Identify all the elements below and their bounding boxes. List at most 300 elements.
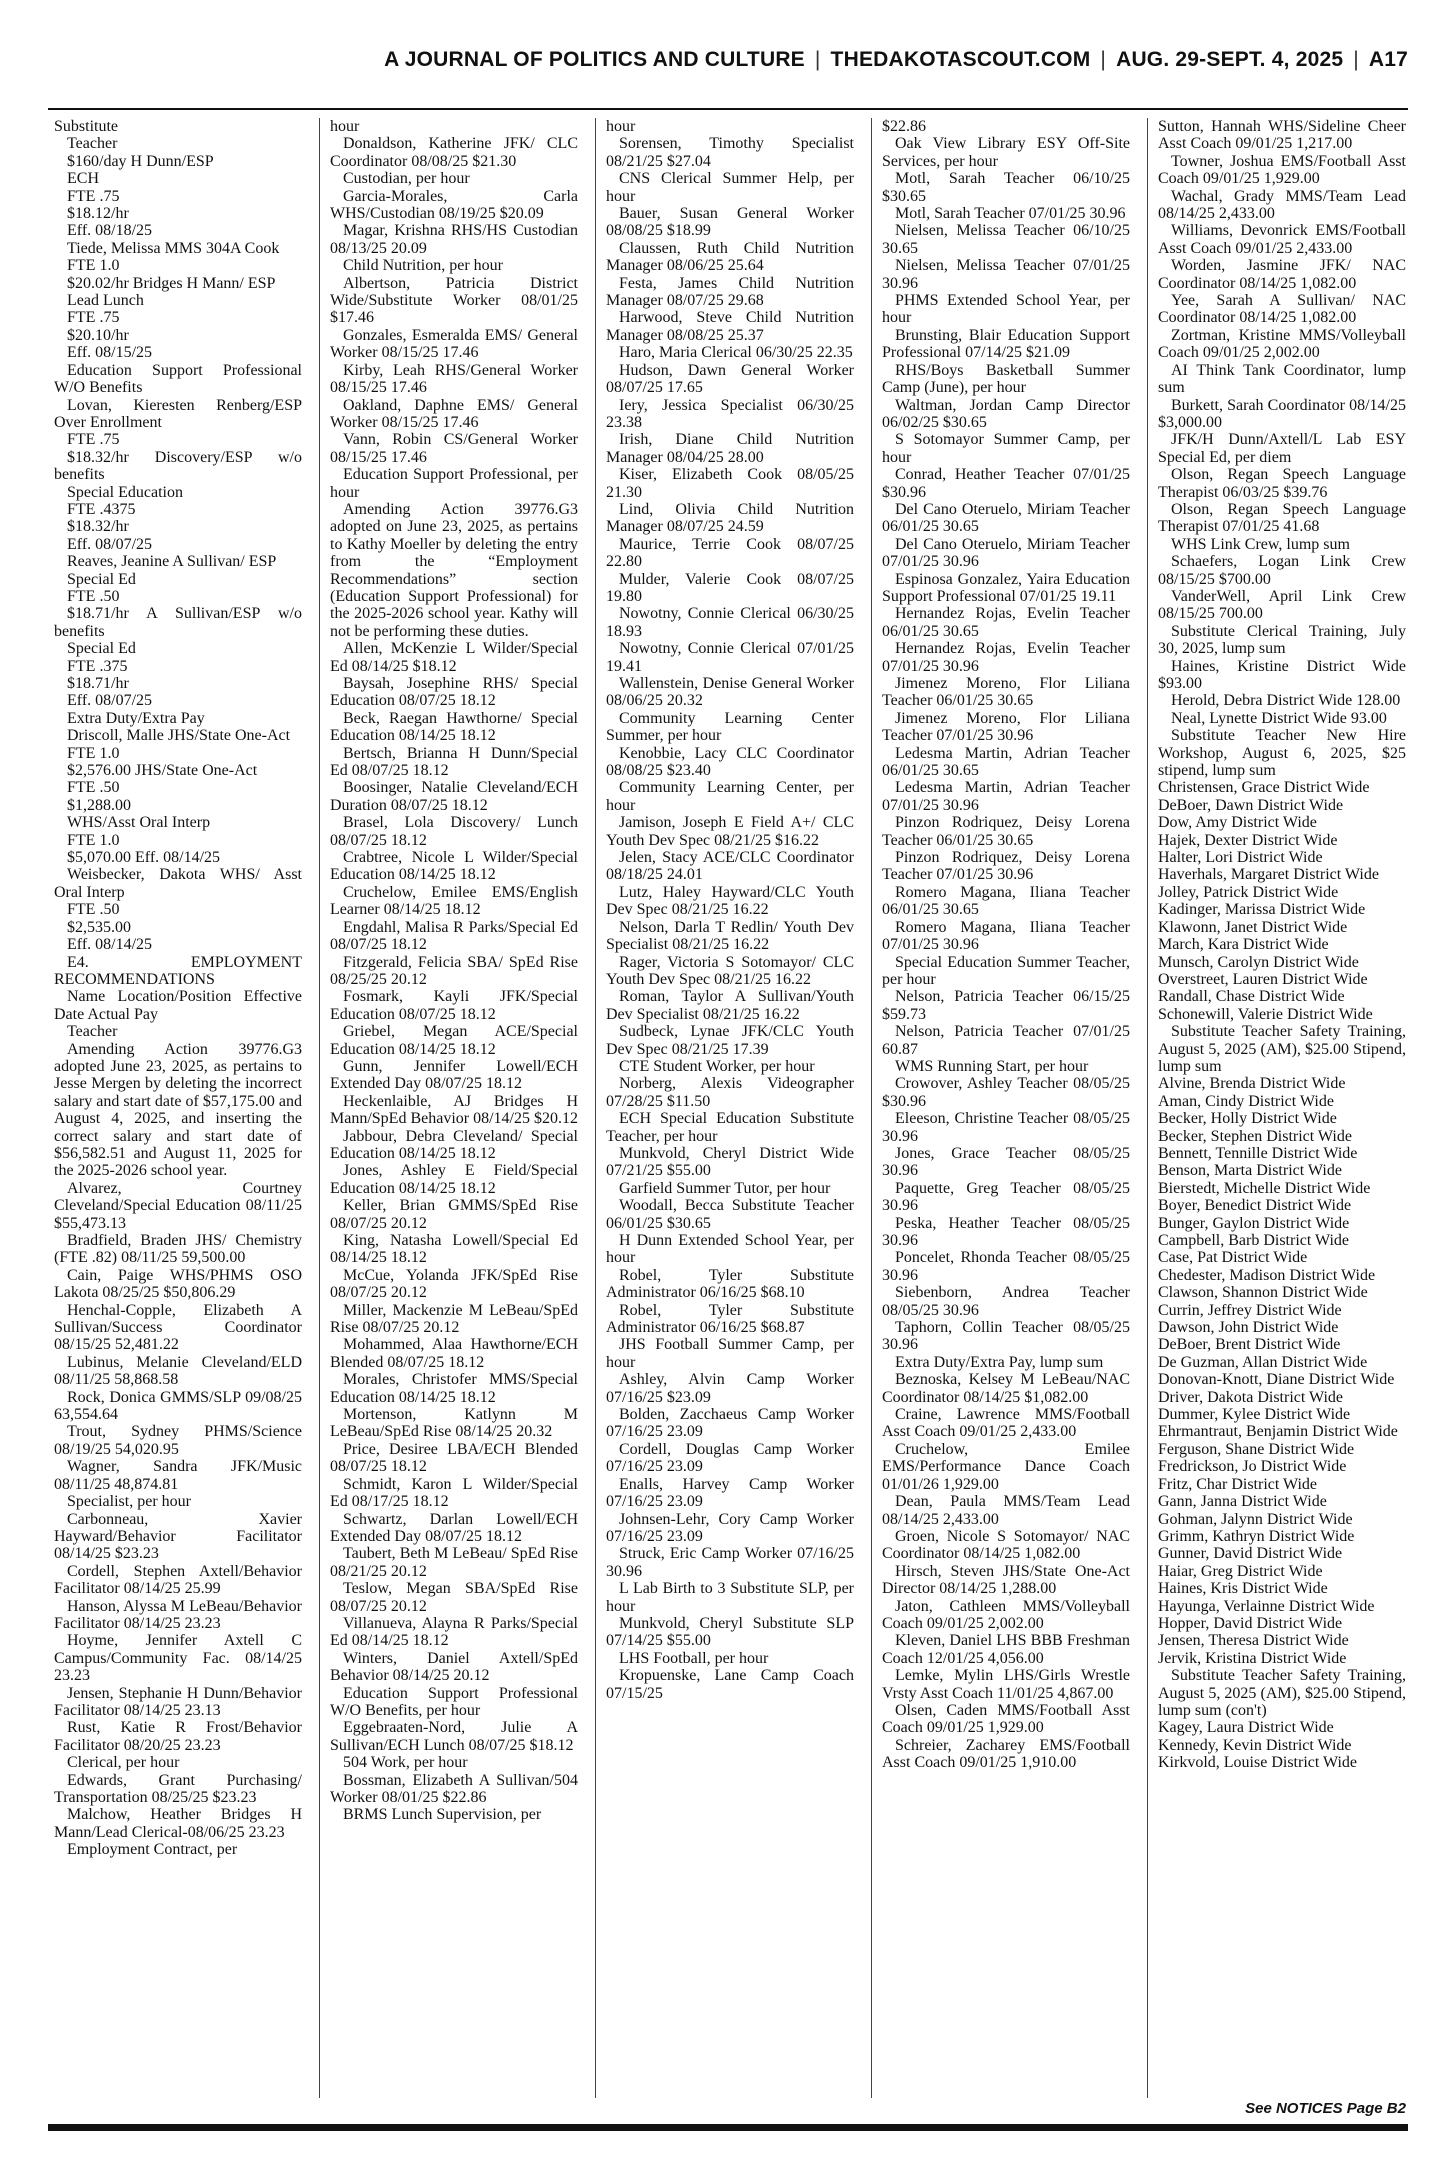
- notice-entry: Allen, McKenzie L Wilder/Special Ed 08/14/25 $18.12: [330, 640, 578, 675]
- notice-entry: DeBoer, Brent District Wide: [1158, 1336, 1341, 1354]
- notice-entry: Griebel, Megan ACE/Special Education 08/14/25 18.12: [330, 1023, 578, 1058]
- notice-entry: Lind, Olivia Child Nutrition Manager 08/07/25 24.59: [606, 500, 854, 536]
- notice-entry: Bierstedt, Michelle District Wide: [1158, 1179, 1371, 1197]
- notice-entry: Extra Duty/Extra Pay, lump sum: [895, 1353, 1104, 1371]
- notice-entry: Substitute Clerical Training, July 30, 2025, lump sum: [1158, 622, 1406, 658]
- text-column-2: [330, 118, 578, 2098]
- notice-entry: Wagner, Sandra JFK/Music 08/11/25 48,874.81: [54, 1458, 302, 1493]
- notice-entry: Craine, Lawrence MMS/Football Asst Coach 09/01/25 2,433.00: [882, 1406, 1130, 1441]
- notice-entry: Nowotny, Connie Clerical 07/01/25 19.41: [606, 640, 854, 675]
- notice-entry: $18.71/hr: [67, 675, 129, 692]
- notice-entry: Bunger, Gaylon District Wide: [1158, 1214, 1350, 1232]
- notice-entry: JFK/H Dunn/Axtell/L Lab ESY Special Ed, per diem: [1158, 431, 1406, 466]
- notice-entry: Garcia-Morales, Carla WHS/Custodian 08/19/25 $20.09: [330, 187, 578, 223]
- notice-entry: Klawonn, Janet District Wide: [1158, 918, 1348, 936]
- notice-entry: $18.32/hr Discovery/ESP w/o benefits: [54, 448, 302, 484]
- notice-entry: Del Cano Oteruelo, Miriam Teacher 06/01/25 30.65: [882, 500, 1130, 536]
- notice-entry: Hoyme, Jennifer Axtell C Campus/Community Fac. 08/14/25 23.23: [54, 1632, 302, 1685]
- notice-entry: FTE .375: [67, 657, 128, 675]
- notice-entry: Sorensen, Timothy Specialist 08/21/25 $27.04: [606, 135, 854, 170]
- notice-entry: Eff. 08/18/25: [67, 222, 153, 240]
- notice-entry: Eff. 08/14/25: [67, 936, 153, 954]
- notice-entry: Neal, Lynette District Wide 93.00: [1171, 709, 1387, 727]
- notice-entry: Brunsting, Blair Education Support Professional 07/14/25 $21.09: [882, 326, 1130, 362]
- notice-entry: $20.10/hr: [67, 326, 129, 344]
- notice-entry: $20.02/hr Bridges H Mann/ ESP: [67, 274, 276, 292]
- notice-entry: CNS Clerical Summer Help, per hour: [606, 170, 854, 205]
- notice-entry: Cruchelow, Emilee EMS/Performance Dance Coach 01/01/26 1,929.00: [882, 1440, 1130, 1493]
- notice-entry: Eggebraaten-Nord, Julie A Sullivan/ECH Lunch 08/07/25 $18.12: [330, 1719, 578, 1754]
- notice-entry: Del Cano Oteruelo, Miriam Teacher 07/01/25 30.96: [882, 535, 1130, 571]
- notice-entry: Mortenson, Katlynn M LeBeau/SpEd Rise 08/14/25 20.32: [330, 1406, 578, 1441]
- notice-entry: Jimenez Moreno, Flor Liliana Teacher 06/01/25 30.65: [882, 675, 1130, 710]
- notice-entry: Williams, Devonrick EMS/Football Asst Coach 09/01/25 2,433.00: [1158, 222, 1406, 257]
- notice-entry: Crabtree, Nicole L Wilder/Special Education 08/14/25 18.12: [330, 849, 578, 884]
- notice-entry: Lovan, Kieresten Renberg/ESP Over Enrollment: [54, 396, 302, 431]
- notice-entry: Kiser, Elizabeth Cook 08/05/25 21.30: [606, 466, 854, 501]
- notice-entry: $5,070.00 Eff. 08/14/25: [67, 849, 221, 867]
- notice-entry: Donaldson, Katherine JFK/ CLC Coordinator 08/08/25 $21.30: [330, 135, 578, 170]
- notice-entry: Case, Pat District Wide: [1158, 1249, 1308, 1267]
- notice-entry: Dow, Amy District Wide: [1158, 814, 1317, 832]
- notice-entry: E4. EMPLOYMENT RECOMMENDATIONS: [54, 953, 302, 988]
- notice-entry: Zortman, Kristine MMS/Volleyball Coach 09/01/25 2,002.00: [1158, 326, 1406, 362]
- notice-entry: $22.86: [882, 118, 926, 135]
- notice-entry: Ehrmantraut, Benjamin District Wide: [1158, 1423, 1398, 1441]
- notice-entry: Education Support Professional, per hour: [330, 466, 578, 501]
- notice-entry: $18.32/hr: [67, 518, 129, 536]
- notice-entry: $160/day H Dunn/ESP: [67, 152, 214, 170]
- notice-entry: Olson, Regan Speech Language Therapist 07/01/25 41.68: [1158, 500, 1406, 536]
- notice-entry: Clerical, per hour: [67, 1754, 180, 1772]
- notice-entry: Vann, Robin CS/General Worker 08/15/25 17.46: [330, 431, 578, 466]
- notice-entry: Festa, James Child Nutrition Manager 08/07/25 29.68: [606, 274, 854, 310]
- notice-entry: Lutz, Haley Hayward/CLC Youth Dev Spec 08/21/25 16.22: [606, 883, 854, 919]
- notice-entry: Malchow, Heather Bridges H Mann/Lead Clerical-08/06/25 23.23: [54, 1806, 302, 1841]
- notice-entry: Romero Magana, Iliana Teacher 06/01/25 30.65: [882, 883, 1130, 919]
- notice-entry: Oak View Library ESY Off-Site Services, per hour: [882, 135, 1130, 170]
- notice-entry: FTE 1.0: [67, 744, 120, 762]
- journal-tagline: A JOURNAL OF POLITICS AND CULTURE: [384, 48, 805, 71]
- notice-entry: Price, Desiree LBA/ECH Blended 08/07/25 18.12: [330, 1440, 578, 1476]
- notice-entry: Lead Lunch: [67, 292, 144, 310]
- notice-entry: Robel, Tyler Substitute Administrator 06/16/25 $68.10: [606, 1266, 854, 1302]
- notice-entry: FTE 1.0: [67, 831, 120, 849]
- notice-entry: Becker, Holly District Wide: [1158, 1110, 1337, 1128]
- notice-entry: Alvine, Brenda District Wide: [1158, 1075, 1346, 1093]
- text-column-5: [1158, 118, 1406, 2098]
- header-separator: |: [1100, 48, 1107, 71]
- notice-entry: Currin, Jeffrey District Wide: [1158, 1301, 1342, 1319]
- notice-entry: Schreier, Zacharey EMS/Football Asst Coach 09/01/25 1,910.00: [882, 1736, 1130, 1772]
- notice-entry: Fosmark, Kayli JFK/Special Education 08/07/25 18.12: [330, 988, 578, 1023]
- header-separator: |: [814, 48, 821, 71]
- notice-entry: Alvarez, Courtney Cleveland/Special Education 08/11/25 $55,473.13: [54, 1179, 302, 1232]
- notice-entry: Edwards, Grant Purchasing/ Transportation 08/25/25 $23.23: [54, 1771, 302, 1806]
- notice-entry: PHMS Extended School Year, per hour: [882, 292, 1130, 327]
- notice-entry: Bolden, Zacchaeus Camp Worker 07/16/25 23.09: [606, 1406, 854, 1441]
- notice-entry: Motl, Sarah Teacher 07/01/25 30.96: [895, 205, 1126, 223]
- notice-entry: Ledesma Martin, Adrian Teacher 07/01/25 30.96: [882, 779, 1130, 814]
- notice-entry: Haiar, Greg District Wide: [1158, 1562, 1323, 1580]
- notice-entry: Community Learning Center Summer, per hour: [606, 709, 854, 745]
- notice-entry: Name Location/Position Effective Date Actual Pay: [54, 988, 302, 1023]
- notice-entry: Kenobbie, Lacy CLC Coordinator 08/08/25 $23.40: [606, 744, 854, 780]
- notice-entry: Rust, Katie R Frost/Behavior Facilitator 08/20/25 23.23: [54, 1719, 302, 1754]
- notice-entry: Substitute Teacher Safety Training, August 5, 2025 (AM), $25.00 Stipend, lump sum: [1158, 1023, 1406, 1075]
- notice-entry: Morales, Christofer MMS/Special Education 08/14/25 18.12: [330, 1371, 578, 1406]
- notice-entry: Ledesma Martin, Adrian Teacher 06/01/25 30.65: [882, 744, 1130, 780]
- notice-entry: JHS Football Summer Camp, per hour: [606, 1336, 854, 1371]
- notice-entry: Kadinger, Marissa District Wide: [1158, 901, 1366, 919]
- notice-entry: S Sotomayor Summer Camp, per hour: [882, 431, 1130, 466]
- notice-entry: Gann, Janna District Wide: [1158, 1493, 1327, 1511]
- notice-entry: Jensen, Stephanie H Dunn/Behavior Facilitator 08/14/25 23.13: [54, 1684, 302, 1719]
- notice-entry: Albertson, Patricia District Wide/Substitute Worker 08/01/25 $17.46: [330, 274, 578, 327]
- notice-entry: Substitute Teacher New Hire Workshop, August 6, 2025, $25 stipend, lump sum: [1158, 727, 1406, 780]
- notice-entry: Groen, Nicole S Sotomayor/ NAC Coordinator 08/14/25 1,082.00: [882, 1527, 1130, 1563]
- notice-entry: Eff. 08/07/25: [67, 692, 153, 710]
- notice-entry: Struck, Eric Camp Worker 07/16/25 30.96: [606, 1545, 854, 1580]
- notice-entry: Kirkvold, Louise District Wide: [1158, 1754, 1358, 1772]
- notice-entry: Oakland, Daphne EMS/ General Worker 08/15/25 17.46: [330, 396, 578, 431]
- notice-entry: AI Think Tank Coordinator, lump sum: [1158, 361, 1406, 397]
- notice-entry: Becker, Stephen District Wide: [1158, 1127, 1352, 1145]
- notice-entry: Peska, Heather Teacher 08/05/25 30.96: [882, 1214, 1130, 1249]
- notice-entry: Education Support Professional W/O Benefits, per hour: [330, 1684, 578, 1719]
- notice-entry: FTE .50: [67, 587, 120, 605]
- notice-entry: Espinosa Gonzalez, Yaira Education Support Professional 07/01/25 19.11: [882, 570, 1130, 605]
- notice-entry: Brasel, Lola Discovery/ Lunch 08/07/25 18.12: [330, 814, 578, 849]
- text-column-4: [882, 118, 1130, 2098]
- notice-entry: Jaton, Cathleen MMS/Volleyball Coach 09/01/25 2,002.00: [882, 1597, 1130, 1632]
- notice-entry: Taphorn, Collin Teacher 08/05/25 30.96: [882, 1319, 1130, 1354]
- notice-entry: Keller, Brian GMMS/SpEd Rise 08/07/25 20.12: [330, 1197, 578, 1232]
- footer-rule: [48, 2124, 1408, 2131]
- notices-columns: [54, 118, 1408, 2098]
- notice-entry: CTE Student Worker, per hour: [619, 1057, 815, 1075]
- notice-entry: Irish, Diane Child Nutrition Manager 08/04/25 28.00: [606, 431, 854, 466]
- notice-entry: Hirsch, Steven JHS/State One-Act Director 08/14/25 1,288.00: [882, 1562, 1130, 1598]
- notice-entry: McCue, Yolanda JFK/SpEd Rise 08/07/25 20.12: [330, 1266, 578, 1302]
- notice-entry: WHS/Asst Oral Interp: [67, 814, 211, 832]
- notice-entry: Lemke, Mylin LHS/Girls Wrestle Vrsty Asst Coach 11/01/25 4,867.00: [882, 1667, 1130, 1702]
- notice-entry: Harwood, Steve Child Nutrition Manager 08/08/25 25.37: [606, 309, 854, 344]
- notice-entry: Trout, Sydney PHMS/Science 08/19/25 54,020.95: [54, 1423, 302, 1458]
- notice-entry: Hernandez Rojas, Evelin Teacher 07/01/25 30.96: [882, 640, 1130, 675]
- notice-entry: Poncelet, Rhonda Teacher 08/05/25 30.96: [882, 1249, 1130, 1284]
- notice-entry: Cordell, Stephen Axtell/Behavior Facilitator 08/14/25 25.99: [54, 1562, 302, 1598]
- notice-entry: Olson, Regan Speech Language Therapist 06/03/25 $39.76: [1158, 466, 1406, 501]
- notice-entry: Waltman, Jordan Camp Director 06/02/25 $30.65: [882, 396, 1130, 431]
- notice-entry: Haines, Kris District Wide: [1158, 1580, 1328, 1598]
- notice-entry: Hanson, Alyssa M LeBeau/Behavior Facilitator 08/14/25 23.23: [54, 1597, 302, 1632]
- notice-entry: Sudbeck, Lynae JFK/CLC Youth Dev Spec 08/21/25 17.39: [606, 1023, 854, 1058]
- notice-entry: Special Ed: [67, 640, 136, 658]
- notice-entry: VanderWell, April Link Crew 08/15/25 700.00: [1158, 587, 1406, 623]
- notice-entry: Rager, Victoria S Sotomayor/ CLC Youth Dev Spec 08/21/25 16.22: [606, 953, 854, 988]
- notice-entry: Haverhals, Margaret District Wide: [1158, 866, 1379, 884]
- notice-entry: Nielsen, Melissa Teacher 06/10/25 30.65: [882, 222, 1130, 257]
- notice-entry: FTE .50: [67, 779, 120, 797]
- notice-entry: Teacher: [67, 135, 118, 153]
- notice-entry: FTE .75: [67, 187, 120, 205]
- notice-entry: Gohman, Jalynn District Wide: [1158, 1510, 1353, 1528]
- notice-entry: Jensen, Theresa District Wide: [1158, 1632, 1349, 1650]
- notice-entry: Kirby, Leah RHS/General Worker 08/15/25 17.46: [330, 361, 578, 397]
- notice-entry: 504 Work, per hour: [343, 1754, 468, 1772]
- column-divider: [871, 118, 872, 2098]
- notice-entry: $18.71/hr A Sullivan/ESP w/o benefits: [54, 605, 302, 640]
- notice-entry: Johnsen-Lehr, Cory Camp Worker 07/16/25 23.09: [606, 1510, 854, 1545]
- notice-entry: March, Kara District Wide: [1158, 936, 1329, 954]
- notice-entry: Nielsen, Melissa Teacher 07/01/25 30.96: [882, 257, 1130, 292]
- notice-entry: Winters, Daniel Axtell/SpEd Behavior 08/14/25 20.12: [330, 1649, 578, 1685]
- notice-entry: Boosinger, Natalie Cleveland/ECH Duration 08/07/25 18.12: [330, 779, 578, 814]
- notice-entry: Eleeson, Christine Teacher 08/05/25 30.96: [882, 1110, 1130, 1145]
- issue-dates: AUG. 29-SEPT. 4, 2025: [1116, 48, 1344, 71]
- notice-entry: Ashley, Alvin Camp Worker 07/16/25 $23.09: [606, 1371, 854, 1406]
- notice-entry: Hayunga, Verlainne District Wide: [1158, 1597, 1375, 1615]
- notice-entry: Pinzon Rodriquez, Deisy Lorena Teacher 07/01/25 30.96: [882, 849, 1130, 884]
- notice-entry: FTE .75: [67, 309, 120, 327]
- notice-entry: Yee, Sarah A Sullivan/ NAC Coordinator 08/14/25 1,082.00: [1158, 292, 1406, 327]
- notice-entry: Sutton, Hannah WHS/Sideline Cheer Asst Coach 09/01/25 1,217.00: [1158, 118, 1406, 153]
- notice-entry: Olsen, Caden MMS/Football Asst Coach 09/01/25 1,929.00: [882, 1701, 1130, 1737]
- notice-entry: Fitzgerald, Felicia SBA/ SpEd Rise 08/25/25 20.12: [330, 953, 578, 988]
- notice-entry: Schaefers, Logan Link Crew 08/15/25 $700.00: [1158, 553, 1406, 588]
- notice-entry: Cruchelow, Emilee EMS/English Learner 08/14/25 18.12: [330, 883, 578, 919]
- notice-entry: Schonewill, Valerie District Wide: [1158, 1005, 1373, 1023]
- notice-entry: Lubinus, Melanie Cleveland/ELD 08/11/25 58,868.58: [54, 1353, 302, 1389]
- notice-entry: Henchal-Copple, Elizabeth A Sullivan/Success Coordinator 08/15/25 52,481.22: [54, 1301, 302, 1354]
- notice-entry: Wachal, Grady MMS/Team Lead 08/14/25 2,433.00: [1158, 187, 1406, 223]
- notice-entry: Herold, Debra District Wide 128.00: [1171, 692, 1401, 710]
- notice-entry: Haines, Kristine District Wide $93.00: [1158, 657, 1406, 692]
- notice-entry: hour: [606, 118, 636, 135]
- notice-entry: $2,576.00 JHS/State One-Act: [67, 762, 258, 780]
- notice-entry: Chedester, Madison District Wide: [1158, 1266, 1376, 1284]
- notice-entry: Fritz, Char District Wide: [1158, 1475, 1318, 1493]
- notice-entry: Ferguson, Shane District Wide: [1158, 1440, 1355, 1458]
- notice-entry: Teslow, Megan SBA/SpEd Rise 08/07/25 20.12: [330, 1580, 578, 1615]
- notice-entry: Kennedy, Kevin District Wide: [1158, 1736, 1352, 1754]
- notice-entry: Hernandez Rojas, Evelin Teacher 06/01/25 30.65: [882, 605, 1130, 640]
- notice-entry: Jones, Grace Teacher 08/05/25 30.96: [882, 1144, 1130, 1180]
- notice-entry: Amending Action 39776.G3 adopted on June 23, 2025, as pertains to Kathy Moeller by deleting the entry from the “Employment Recommendations” section (Education Support Professional) for the 2025-2026 school year. Kathy will not be performing these duties.: [330, 500, 578, 640]
- notice-entry: Pinzon Rodriquez, Deisy Lorena Teacher 06/01/25 30.65: [882, 814, 1130, 849]
- notice-entry: ECH Special Education Substitute Teacher, per hour: [606, 1110, 854, 1145]
- notice-entry: Weisbecker, Dakota WHS/ Asst Oral Interp: [54, 866, 302, 901]
- notice-entry: Jimenez Moreno, Flor Liliana Teacher 07/01/25 30.96: [882, 709, 1130, 745]
- notice-entry: Worden, Jasmine JFK/ NAC Coordinator 08/14/25 1,082.00: [1158, 257, 1406, 292]
- notice-entry: H Dunn Extended School Year, per hour: [606, 1232, 854, 1267]
- notice-entry: Motl, Sarah Teacher 06/10/25 $30.65: [882, 170, 1130, 205]
- notice-entry: Fredrickson, Jo District Wide: [1158, 1458, 1347, 1476]
- notice-entry: $2,535.00: [67, 918, 131, 936]
- notice-entry: Schmidt, Karon L Wilder/Special Ed 08/17/25 18.12: [330, 1475, 578, 1511]
- continued-on-link[interactable]: See NOTICES Page B2: [1245, 2100, 1406, 2117]
- text-column-3: [606, 118, 854, 2098]
- notice-entry: hour: [330, 118, 360, 135]
- notice-entry: Woodall, Becca Substitute Teacher 06/01/25 $30.65: [606, 1197, 854, 1232]
- notice-entry: Magar, Krishna RHS/HS Custodian 08/13/25 20.09: [330, 222, 578, 257]
- notice-entry: Jelen, Stacy ACE/CLC Coordinator 08/18/25 24.01: [606, 849, 854, 884]
- notice-entry: Halter, Lori District Wide: [1158, 849, 1323, 867]
- notice-entry: $18.12/hr: [67, 205, 129, 223]
- notice-entry: Robel, Tyler Substitute Administrator 06/16/25 $68.87: [606, 1301, 854, 1337]
- page-header: [48, 40, 1408, 80]
- notice-entry: Bauer, Susan General Worker 08/08/25 $18.99: [606, 205, 854, 240]
- notice-entry: Benson, Marta District Wide: [1158, 1162, 1342, 1180]
- notice-entry: Randall, Chase District Wide: [1158, 988, 1345, 1006]
- notice-entry: Campbell, Barb District Wide: [1158, 1232, 1350, 1249]
- notice-entry: Dawson, John District Wide: [1158, 1319, 1339, 1337]
- notice-entry: DeBoer, Dawn District Wide: [1158, 796, 1344, 814]
- notice-entry: RHS/Boys Basketball Summer Camp (June), per hour: [882, 361, 1130, 397]
- notice-entry: WMS Running Start, per hour: [895, 1057, 1089, 1075]
- notice-entry: BRMS Lunch Supervision, per: [343, 1806, 542, 1824]
- notice-entry: Boyer, Benedict District Wide: [1158, 1197, 1352, 1215]
- notice-entry: Hudson, Dawn General Worker 08/07/25 17.65: [606, 361, 854, 397]
- notice-entry: Special Education: [67, 483, 183, 501]
- notice-entry: Driver, Dakota District Wide: [1158, 1388, 1344, 1406]
- notice-entry: Siebenborn, Andrea Teacher 08/05/25 30.96: [882, 1284, 1130, 1319]
- notice-entry: Specialist, per hour: [67, 1493, 191, 1511]
- column-divider: [319, 118, 320, 2098]
- notice-entry: Munsch, Carolyn District Wide: [1158, 953, 1359, 971]
- notice-entry: Taubert, Beth M LeBeau/ SpEd Rise 08/21/25 20.12: [330, 1545, 578, 1580]
- notice-entry: Enalls, Harvey Camp Worker 07/16/25 23.09: [606, 1475, 854, 1511]
- header-rule: [48, 108, 1408, 110]
- notice-entry: Christensen, Grace District Wide: [1158, 779, 1370, 797]
- notice-entry: Engdahl, Malisa R Parks/Special Ed 08/07/25 18.12: [330, 918, 578, 954]
- notice-entry: Child Nutrition, per hour: [343, 257, 503, 275]
- notice-entry: Conrad, Heather Teacher 07/01/25 $30.96: [882, 466, 1130, 501]
- notice-entry: Gunn, Jennifer Lowell/ECH Extended Day 08/07/25 18.12: [330, 1057, 578, 1093]
- notice-entry: Mulder, Valerie Cook 08/07/25 19.80: [606, 570, 854, 605]
- notice-entry: Jamison, Joseph E Field A+/ CLC Youth Dev Spec 08/21/25 $16.22: [606, 814, 854, 849]
- notice-entry: Schwartz, Darlan Lowell/ECH Extended Day 08/07/25 18.12: [330, 1510, 578, 1545]
- notice-entry: Hopper, David District Wide: [1158, 1614, 1343, 1632]
- notice-entry: L Lab Birth to 3 Substitute SLP, per hour: [606, 1580, 854, 1615]
- notice-entry: Haro, Maria Clerical 06/30/25 22.35: [619, 344, 853, 362]
- notice-entry: Carbonneau, Xavier Hayward/Behavior Facilitator 08/14/25 $23.23: [54, 1510, 302, 1563]
- notice-entry: Maurice, Terrie Cook 08/07/25 22.80: [606, 535, 854, 571]
- notice-entry: Substitute: [54, 118, 119, 135]
- notice-entry: Bennett, Tennille District Wide: [1158, 1144, 1358, 1162]
- notice-entry: Nelson, Patricia Teacher 06/15/25 $59.73: [882, 988, 1130, 1023]
- notice-entry: Substitute Teacher Safety Training, August 5, 2025 (AM), $25.00 Stipend, lump sum (con't): [1158, 1667, 1406, 1719]
- notice-entry: Beznoska, Kelsey M LeBeau/NAC Coordinator 08/14/25 $1,082.00: [882, 1371, 1130, 1406]
- notice-entry: Nowotny, Connie Clerical 06/30/25 18.93: [606, 605, 854, 640]
- website-link[interactable]: THEDAKOTASCOUT.COM: [830, 48, 1091, 71]
- notice-entry: Special Ed: [67, 570, 136, 588]
- notice-entry: Dean, Paula MMS/Team Lead 08/14/25 2,433.00: [882, 1493, 1130, 1528]
- notice-entry: Burkett, Sarah Coordinator 08/14/25 $3,000.00: [1158, 396, 1406, 431]
- notice-entry: Kagey, Laura District Wide: [1158, 1719, 1334, 1737]
- notice-entry: Jones, Ashley E Field/Special Education 08/14/25 18.12: [330, 1162, 578, 1197]
- notice-entry: Employment Contract, per: [67, 1841, 238, 1859]
- notice-entry: Jolley, Patrick District Wide: [1158, 883, 1339, 901]
- notice-entry: Roman, Taylor A Sullivan/Youth Dev Specialist 08/21/25 16.22: [606, 988, 854, 1023]
- notice-entry: Clawson, Shannon District Wide: [1158, 1284, 1368, 1302]
- notice-entry: Jervik, Kristina District Wide: [1158, 1649, 1347, 1667]
- notice-entry: Cordell, Douglas Camp Worker 07/16/25 23.09: [606, 1440, 854, 1476]
- notice-entry: Miller, Mackenzie M LeBeau/SpEd Rise 08/07/25 20.12: [330, 1301, 578, 1337]
- notice-entry: Grimm, Kathryn District Wide: [1158, 1527, 1355, 1545]
- notice-entry: Bradfield, Braden JHS/ Chemistry (FTE .82) 08/11/25 59,500.00: [54, 1232, 302, 1267]
- notice-entry: Romero Magana, Iliana Teacher 07/01/25 30.96: [882, 918, 1130, 954]
- notice-entry: Tiede, Melissa MMS 304A Cook: [67, 239, 280, 257]
- notice-entry: Heckenlaible, AJ Bridges H Mann/SpEd Behavior 08/14/25 $20.12: [330, 1092, 578, 1128]
- notice-entry: FTE .75: [67, 431, 120, 449]
- notice-entry: Custodian, per hour: [343, 170, 470, 188]
- notice-entry: Claussen, Ruth Child Nutrition Manager 08/06/25 25.64: [606, 239, 854, 275]
- notice-entry: Eff. 08/07/25: [67, 535, 153, 553]
- notice-entry: De Guzman, Allan District Wide: [1158, 1353, 1368, 1371]
- notice-entry: FTE 1.0: [67, 257, 120, 275]
- notice-entry: LHS Football, per hour: [619, 1649, 769, 1667]
- notice-entry: Driscoll, Malle JHS/State One-Act: [67, 727, 291, 745]
- notice-entry: Rock, Donica GMMS/SLP 09/08/25 63,554.64: [54, 1388, 302, 1424]
- notice-entry: Bossman, Elizabeth A Sullivan/504 Worker 08/01/25 $22.86: [330, 1771, 578, 1806]
- page-number: A17: [1368, 48, 1408, 71]
- notice-entry: Beck, Raegan Hawthorne/ Special Education 08/14/25 18.12: [330, 709, 578, 745]
- notice-entry: Bertsch, Brianna H Dunn/Special Ed 08/07/25 18.12: [330, 744, 578, 780]
- notice-entry: FTE .50: [67, 901, 120, 919]
- notice-entry: WHS Link Crew, lump sum: [1171, 535, 1350, 553]
- notice-entry: Paquette, Greg Teacher 08/05/25 30.96: [882, 1179, 1130, 1215]
- notice-entry: Education Support Professional W/O Benefits: [54, 361, 302, 397]
- notice-entry: Amending Action 39776.G3 adopted June 23, 2025, as pertains to Jesse Mergen by deleting the incorrect salary and start date of $57,175.00 and August 4, 2025, and inserting the correct salary and start date of $56,582.51 and August 11, 2025 for the 2025-2026 school year.: [54, 1040, 302, 1180]
- notice-entry: Norberg, Alexis Videographer 07/28/25 $11.50: [606, 1075, 854, 1110]
- notice-entry: Nelson, Patricia Teacher 07/01/25 60.87: [882, 1023, 1130, 1058]
- notice-entry: Donovan-Knott, Diane District Wide: [1158, 1371, 1395, 1389]
- notice-entry: Munkvold, Cheryl District Wide 07/21/25 $55.00: [606, 1144, 854, 1180]
- notice-entry: Mohammed, Alaa Hawthorne/ECH Blended 08/07/25 18.12: [330, 1336, 578, 1371]
- notice-entry: Gunner, David District Wide: [1158, 1545, 1343, 1563]
- notice-entry: Cain, Paige WHS/PHMS OSO Lakota 08/25/25 $50,806.29: [54, 1266, 302, 1302]
- notice-entry: Gonzales, Esmeralda EMS/ General Worker 08/15/25 17.46: [330, 326, 578, 362]
- notice-entry: Garfield Summer Tutor, per hour: [619, 1179, 831, 1197]
- notice-entry: Eff. 08/15/25: [67, 344, 153, 362]
- notice-entry: Villanueva, Alayna R Parks/Special Ed 08/14/25 18.12: [330, 1614, 578, 1650]
- notice-entry: Nelson, Darla T Redlin/ Youth Dev Specialist 08/21/25 16.22: [606, 918, 854, 954]
- notice-entry: Community Learning Center, per hour: [606, 779, 854, 814]
- notice-entry: Special Education Summer Teacher, per hour: [882, 953, 1130, 988]
- notice-entry: Extra Duty/Extra Pay: [67, 709, 205, 727]
- notice-entry: Reaves, Jeanine A Sullivan/ ESP: [67, 553, 277, 571]
- notice-entry: Wallenstein, Denise General Worker 08/06/25 20.32: [606, 675, 854, 710]
- notice-entry: $1,288.00: [67, 796, 131, 814]
- notice-entry: Kleven, Daniel LHS BBB Freshman Coach 12/01/25 4,056.00: [882, 1632, 1130, 1667]
- notice-entry: Baysah, Josephine RHS/ Special Education 08/07/25 18.12: [330, 675, 578, 710]
- notice-entry: Overstreet, Lauren District Wide: [1158, 970, 1368, 988]
- notice-entry: FTE .4375: [67, 500, 136, 518]
- notice-entry: Teacher: [67, 1023, 118, 1041]
- notice-entry: Dummer, Kylee District Wide: [1158, 1406, 1351, 1424]
- notice-entry: Hajek, Dexter District Wide: [1158, 831, 1338, 849]
- notice-entry: Iery, Jessica Specialist 06/30/25 23.38: [606, 396, 854, 431]
- text-column-1: [54, 118, 302, 2098]
- notice-entry: Jabbour, Debra Cleveland/ Special Education 08/14/25 18.12: [330, 1127, 578, 1162]
- notice-entry: King, Natasha Lowell/Special Ed 08/14/25 18.12: [330, 1232, 578, 1267]
- column-divider: [595, 118, 596, 2098]
- notice-entry: Crowover, Ashley Teacher 08/05/25 $30.96: [882, 1075, 1130, 1110]
- notice-entry: Munkvold, Cheryl Substitute SLP 07/14/25 $55.00: [606, 1614, 854, 1650]
- notice-entry: Kropuenske, Lane Camp Coach 07/15/25: [606, 1667, 854, 1702]
